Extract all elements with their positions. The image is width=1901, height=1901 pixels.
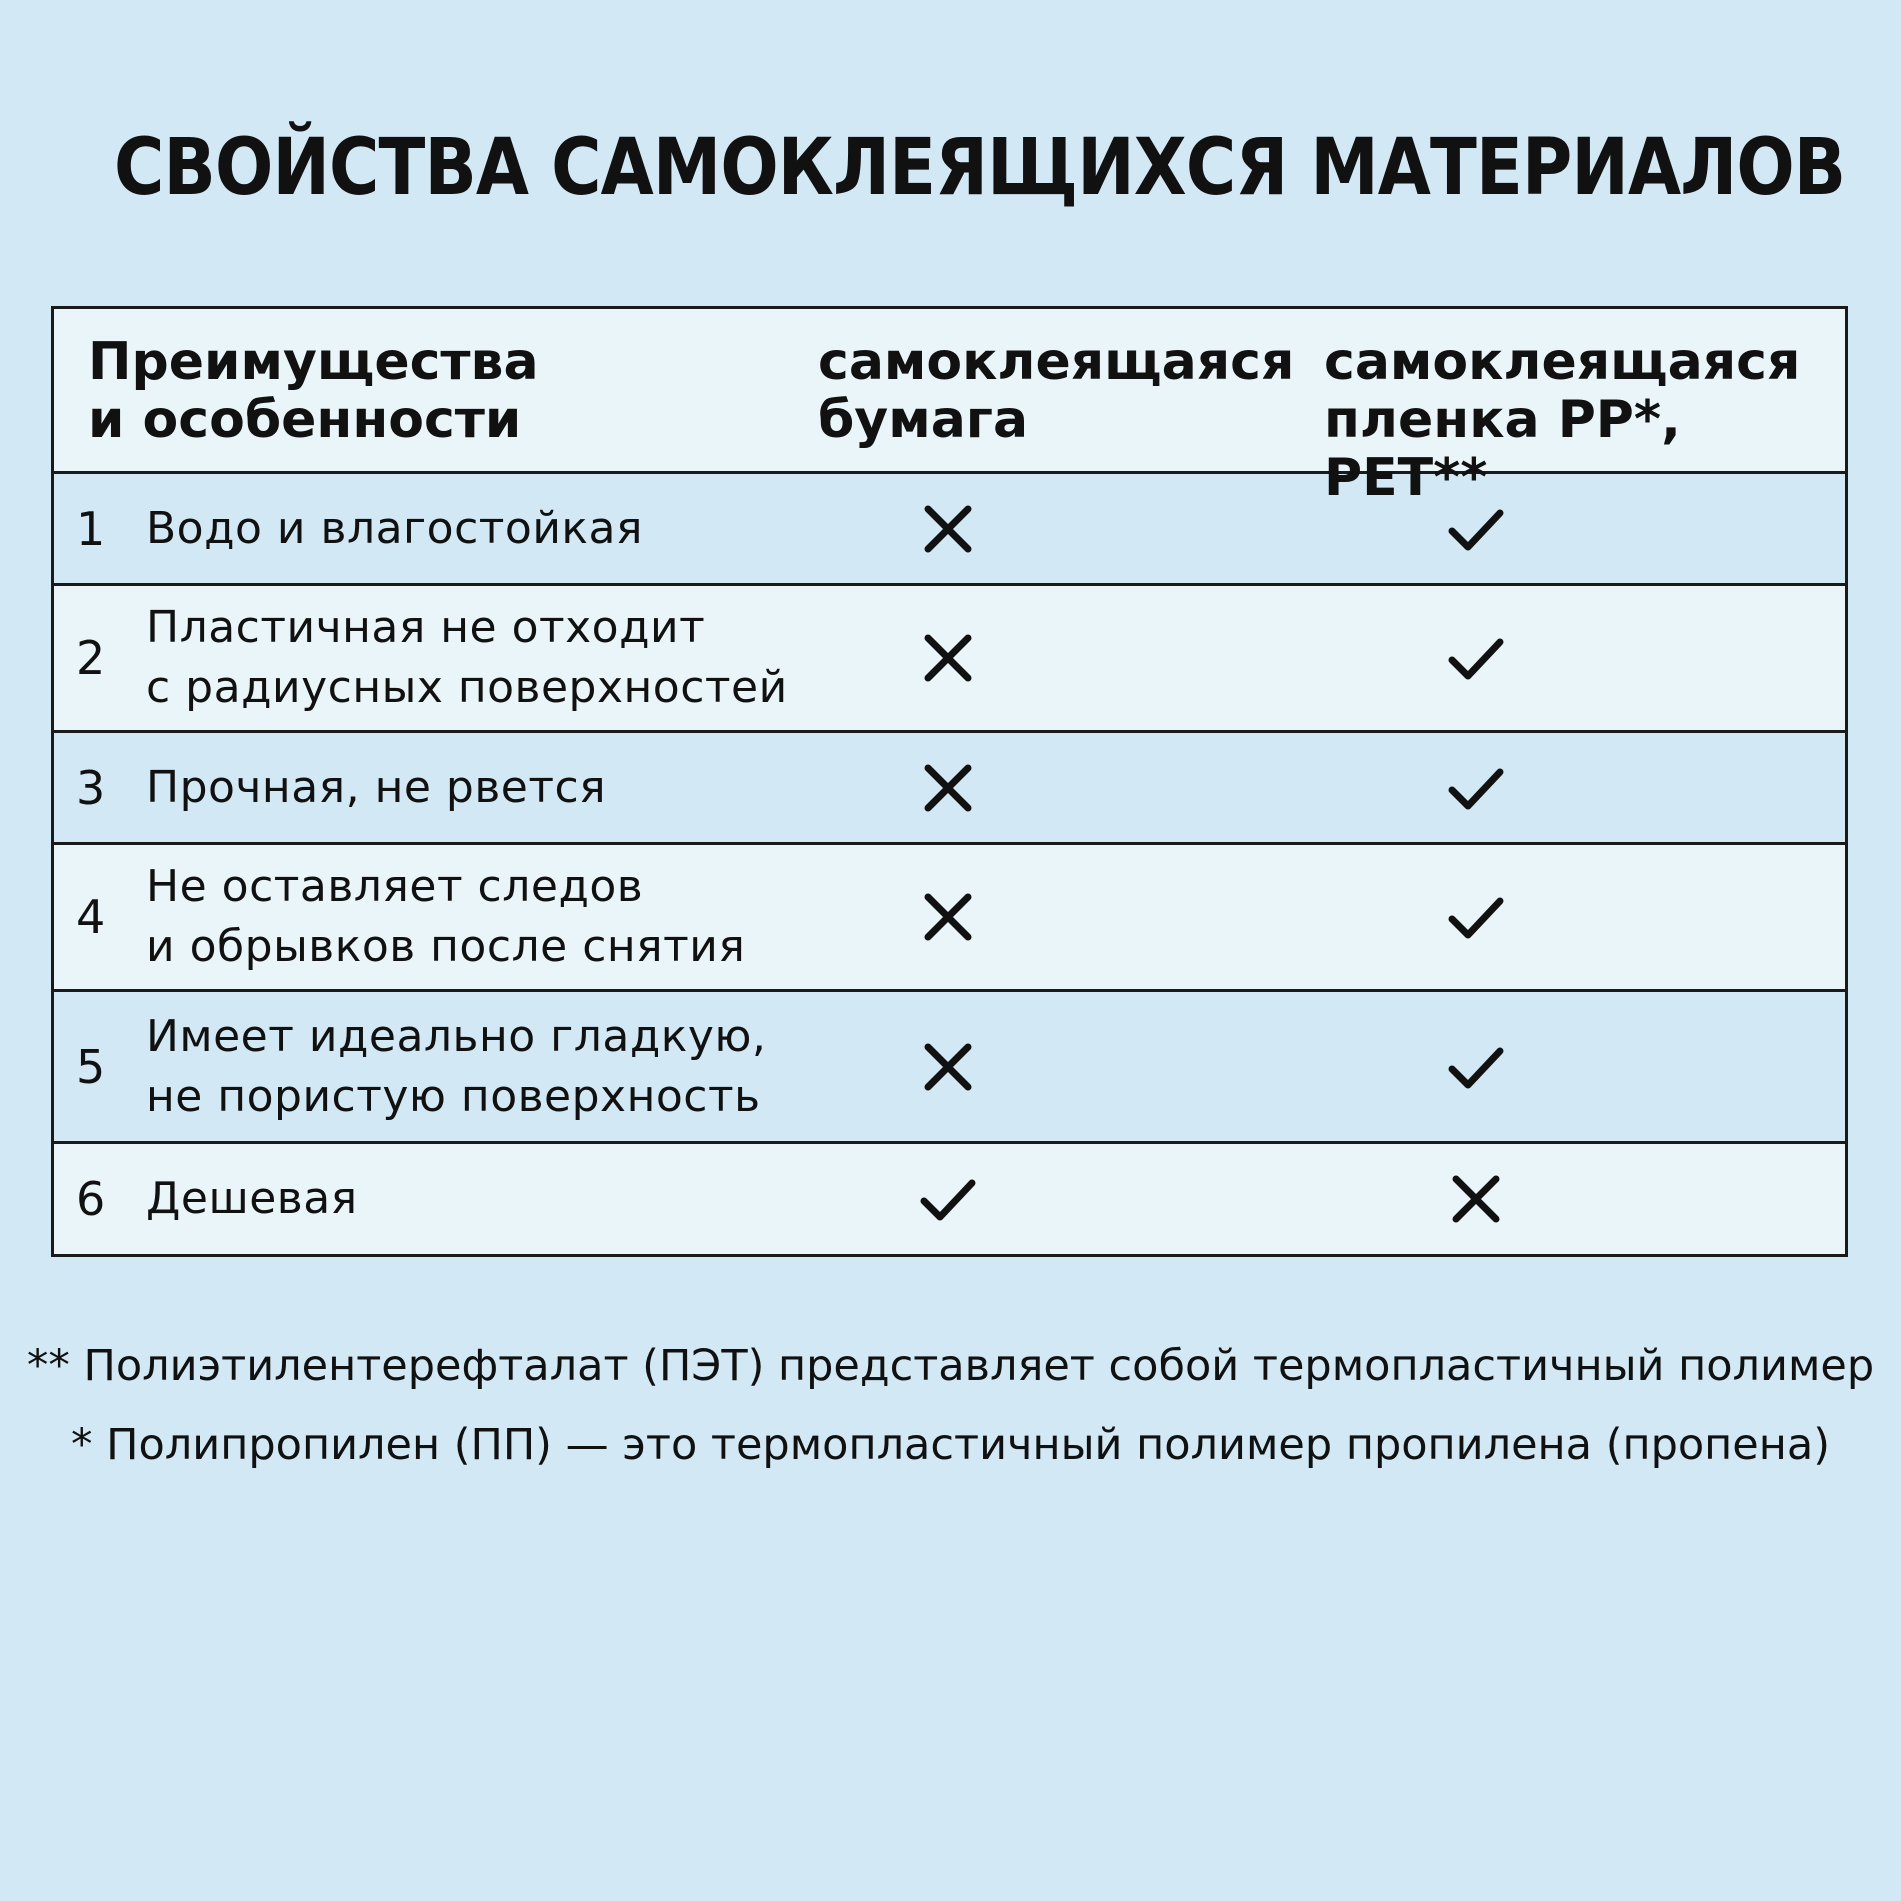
- cross-icon: [918, 499, 978, 559]
- table-row: [54, 586, 1845, 733]
- footnote-pet: ** Полиэтилентерефталат (ПЭТ) представляет собой термопластичный полимер: [26, 1341, 1875, 1391]
- film-mark: [1218, 758, 1845, 818]
- paper-mark: [678, 499, 1218, 559]
- paper-mark: [678, 887, 1218, 947]
- check-icon: [1446, 758, 1506, 818]
- cross-icon: [918, 758, 978, 818]
- paper-mark: [678, 1169, 1218, 1229]
- row-feature-text: Водо и влагостойкая: [146, 502, 643, 554]
- row-number: 4: [76, 890, 106, 944]
- page-title: СВОЙСТВА САМОКЛЕЯЩИХСЯ МАТЕРИАЛОВ: [114, 123, 1846, 213]
- film-mark: [1218, 628, 1845, 688]
- film-mark: [1218, 887, 1845, 947]
- paper-mark: [678, 628, 1218, 688]
- header-paper: самоклеящаяся бумага: [818, 332, 1295, 450]
- row-number: 3: [76, 760, 106, 815]
- row-number: 6: [76, 1172, 106, 1226]
- table-row: [54, 845, 1845, 992]
- cross-icon: [918, 1037, 978, 1097]
- table-row: [54, 1144, 1845, 1254]
- cross-icon: [918, 628, 978, 688]
- cross-icon: [1446, 1169, 1506, 1229]
- check-icon: [918, 1169, 978, 1229]
- film-mark: [1218, 499, 1845, 559]
- row-feature-text: Прочная, не рвется: [146, 761, 607, 813]
- row-feature-text: Имеет идеально гладкую, не пористую поверхность: [146, 1010, 767, 1122]
- row-feature-text: Дешевая: [146, 1173, 358, 1224]
- paper-mark: [678, 1037, 1218, 1097]
- header-film: самоклеящаяся пленка PP*, PET**: [1324, 332, 1801, 508]
- paper-mark: [678, 758, 1218, 818]
- table-row: [54, 992, 1845, 1144]
- row-number: 5: [76, 1039, 106, 1094]
- film-mark: [1218, 1169, 1845, 1229]
- table-row: [54, 474, 1845, 586]
- film-mark: [1218, 1037, 1845, 1097]
- check-icon: [1446, 887, 1506, 947]
- row-number: 1: [76, 501, 106, 556]
- cross-icon: [918, 887, 978, 947]
- row-number: 2: [76, 631, 106, 685]
- row-feature-text: Пластичная не отходит с радиусных поверхностей: [146, 602, 788, 713]
- header-feature: Преимущества и особенности: [88, 332, 539, 450]
- properties-table: [51, 306, 1848, 1257]
- row-feature-text: Не оставляет следов и обрывков после снятия: [146, 861, 746, 972]
- footnote-pp: * Полипропилен (ПП) — это термопластичный полимер пропилена (пропена): [71, 1420, 1830, 1470]
- check-icon: [1446, 499, 1506, 559]
- table-header: [54, 309, 1845, 508]
- check-icon: [1446, 1037, 1506, 1097]
- check-icon: [1446, 628, 1506, 688]
- table-row: [54, 733, 1845, 845]
